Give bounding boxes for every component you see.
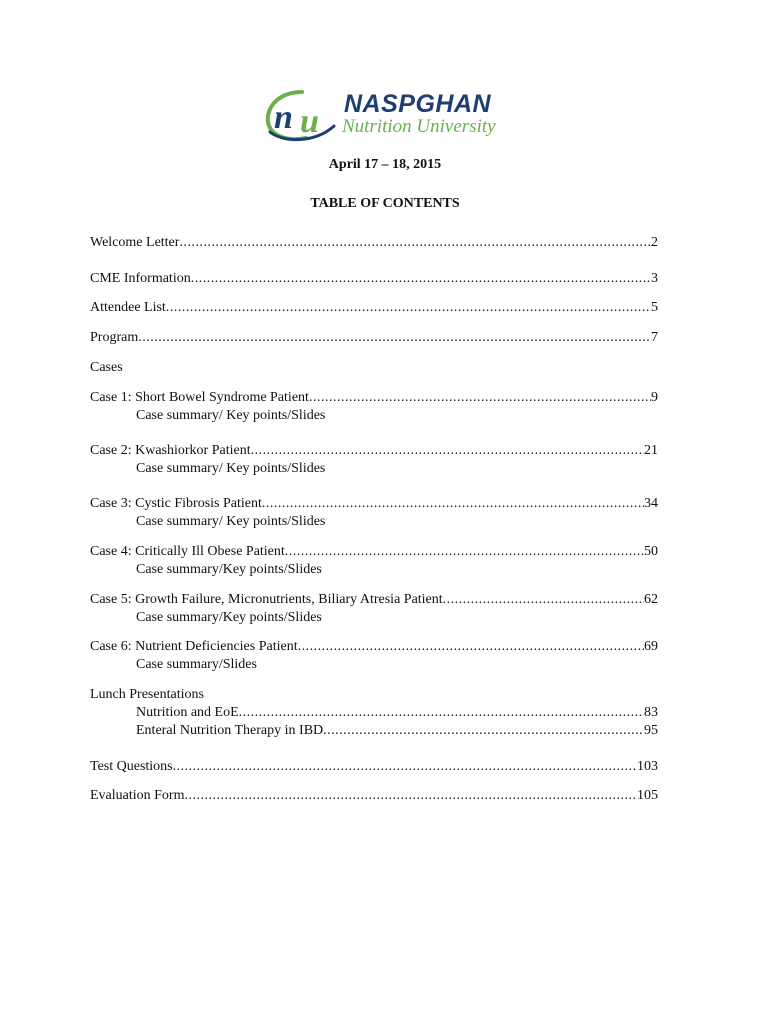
toc-entry-case-5[interactable] (90, 591, 658, 608)
toc-entry-case-6[interactable] (90, 638, 658, 655)
toc-entry-text: Program (90, 330, 139, 345)
lunch-heading: Lunch Presentations (90, 687, 204, 702)
toc-entry-test-questions[interactable] (90, 758, 658, 775)
toc-entry-case-2-sub: Case summary/ Key points/Slides (136, 461, 326, 476)
cases-heading: Cases (90, 360, 123, 375)
logo-subtitle-text: Nutrition University (342, 116, 496, 137)
dot-leader (166, 299, 651, 316)
toc-entry-text: Welcome Letter (90, 235, 180, 250)
toc-entry-lunch-ibd[interactable] (136, 722, 658, 739)
toc-entry-case-3[interactable] (90, 495, 658, 512)
toc-entry-page: 69 (644, 639, 658, 654)
toc-entry-page: 21 (644, 443, 658, 458)
toc-entry-case-6-sub: Case summary/Slides (136, 657, 257, 672)
toc-entry-page: 2 (651, 235, 658, 250)
toc-entry-page: 83 (644, 705, 658, 720)
toc-entry-attendee-list[interactable] (90, 299, 658, 316)
dot-leader (298, 638, 644, 655)
toc-entry-case-4[interactable] (90, 543, 658, 560)
toc-entry-case-1[interactable] (90, 389, 658, 406)
toc-entry-case-1-sub: Case summary/ Key points/Slides (136, 408, 326, 423)
toc-entry-page: 3 (651, 271, 658, 286)
dot-leader (179, 234, 651, 251)
logo-brand-text: NASPGHAN (344, 90, 492, 118)
toc-entry-text: Nutrition and EoE (136, 705, 239, 720)
toc-entry-page: 62 (644, 592, 658, 607)
toc-entry-case-3-sub: Case summary/ Key points/Slides (136, 514, 326, 529)
toc-entry-case-4-sub: Case summary/Key points/Slides (136, 562, 322, 577)
toc-entry-page: 103 (637, 759, 658, 774)
toc-entry-lunch-eoe[interactable] (136, 704, 658, 721)
toc-entry-text: Case 6: Nutrient Deficiencies Patient (90, 639, 298, 654)
toc-entry-text: Case 4: Critically Ill Obese Patient (90, 544, 285, 559)
toc-entry-page: 9 (651, 390, 658, 405)
toc-entry-case-2[interactable] (90, 442, 658, 459)
toc-entry-page: 7 (651, 330, 658, 345)
toc-entry-text: Case 2: Kwashiorkor Patient (90, 443, 251, 458)
toc-entry-cme[interactable] (90, 270, 658, 287)
toc-entry-page: 50 (644, 544, 658, 559)
naspghan-logo (262, 86, 512, 144)
toc-entry-page: 5 (651, 300, 658, 315)
toc-entry-page: 95 (644, 723, 658, 738)
logo-mark-u: u (300, 103, 319, 140)
dot-leader (239, 704, 644, 721)
toc-entry-text: CME Information (90, 271, 191, 286)
event-date: April 17 – 18, 2015 (328, 157, 442, 172)
toc-entry-welcome[interactable] (90, 234, 658, 251)
toc-entry-text: Attendee List (90, 300, 166, 315)
dot-leader (191, 270, 651, 287)
dot-leader (138, 329, 651, 346)
toc-entry-text: Case 5: Growth Failure, Micronutrients, Biliary Atresia Patient (90, 592, 443, 607)
dot-leader (251, 442, 644, 459)
toc-entry-text: Evaluation Form (90, 788, 185, 803)
dot-leader (443, 591, 644, 608)
toc-entry-text: Case 1: Short Bowel Syndrome Patient (90, 390, 309, 405)
logo-mark-n: n (274, 99, 293, 136)
toc-entry-text: Enteral Nutrition Therapy in IBD (136, 723, 324, 738)
dot-leader (173, 758, 637, 775)
toc-entry-page: 34 (644, 496, 658, 511)
dot-leader (309, 389, 651, 406)
dot-leader (185, 787, 638, 804)
toc-entry-text: Case 3: Cystic Fibrosis Patient (90, 496, 262, 511)
toc-title: TABLE OF CONTENTS (310, 196, 460, 211)
dot-leader (262, 495, 644, 512)
toc-entry-case-5-sub: Case summary/Key points/Slides (136, 610, 322, 625)
dot-leader (323, 722, 644, 739)
dot-leader (285, 543, 644, 560)
toc-entry-evaluation-form[interactable] (90, 787, 658, 804)
toc-entry-program[interactable] (90, 329, 658, 346)
toc-entry-page: 105 (637, 788, 658, 803)
toc-entry-text: Test Questions (90, 759, 173, 774)
nu-logo-mark-icon (262, 86, 342, 144)
